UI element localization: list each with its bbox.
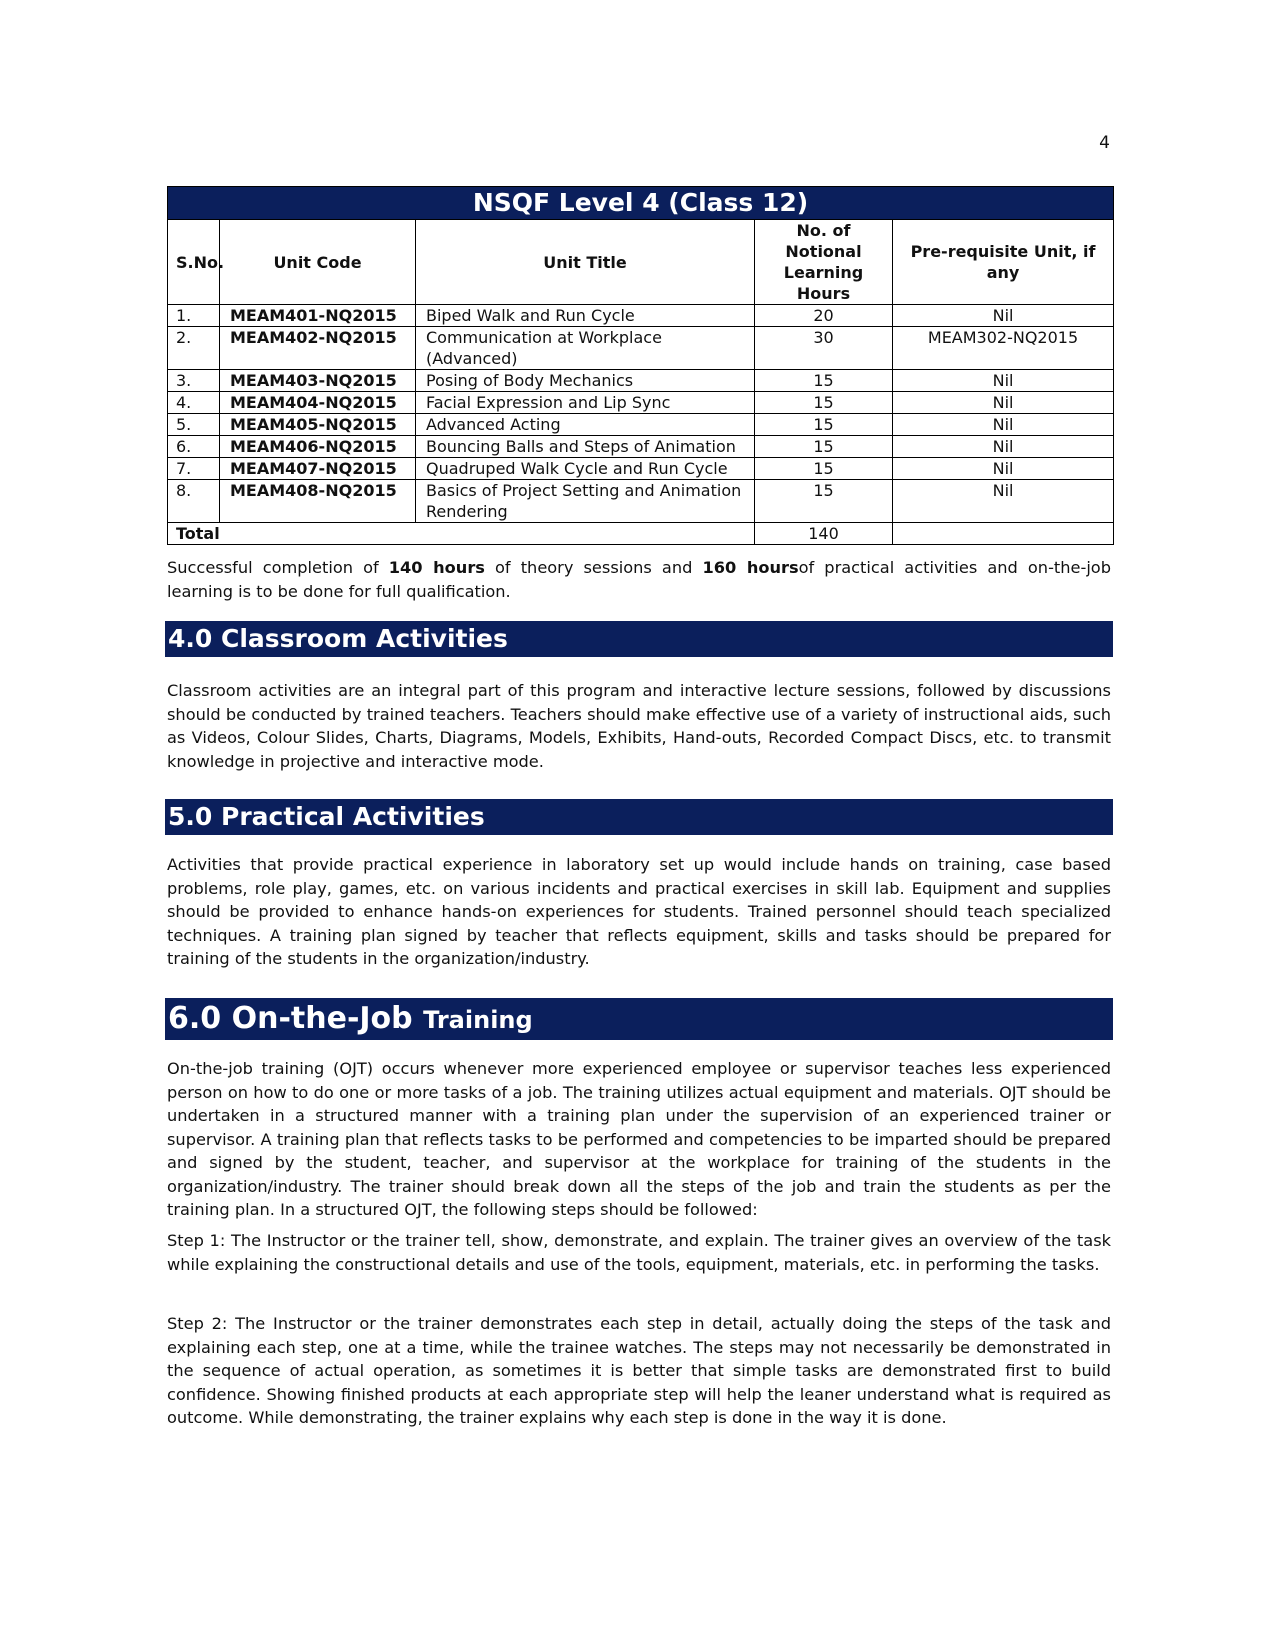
table-row (168, 458, 1114, 480)
row-prerequisite: Nil (893, 414, 1114, 436)
row-prerequisite: Nil (893, 458, 1114, 480)
row-hours: 15 (755, 436, 893, 458)
total-prereq (893, 523, 1114, 545)
row-prerequisite: Nil (893, 370, 1114, 392)
row-unit-code: MEAM404-NQ2015 (220, 392, 416, 414)
step-2-paragraph: Step 2: The Instructor or the trainer demonstrates each step in detail, actually doing the steps of the task and explaining each step, one at a time, while the trainee watches. The steps may not necessarily be demonstrated in the sequence of actual operation, as sometimes it is better that simple tasks are demonstrated first to build confidence. Showing finished products at each appropriate step will help the leaner understand what is required as outcome. While demonstrating, the trainer explains why each step is done in the way it is done. (167, 1314, 1111, 1427)
section-6-body: On-the-job training (OJT) occurs whenever more experienced employee or supervisor teaches less experienced person on how to do one or more tasks of a job. The training utilizes actual equipment and materials. OJT should be undertaken in a structured manner with a training plan under the supervision of an experienced trainer or supervisor. A training plan that reflects tasks to be performed and competencies to be imparted should be prepared and signed by the student, teacher, and supervisor at the workplace for training of the students in the organization/industry. The trainer should break down all the steps of the job and train the students as per the training plan. In a structured OJT, the following steps should be followed: (167, 1059, 1111, 1219)
header-sno: S.No. (168, 220, 220, 305)
section-4-heading: 4.0 Classroom Activities (165, 621, 1113, 657)
page-number: 4 (1099, 133, 1110, 153)
completion-text-2: of theory sessions and (484, 558, 703, 577)
row-hours: 15 (755, 458, 893, 480)
row-hours: 15 (755, 370, 893, 392)
table-row (168, 305, 1114, 327)
table-row (168, 414, 1114, 436)
row-sno: 1. (168, 305, 220, 327)
table-title-row (168, 187, 1114, 220)
row-unit-code: MEAM401-NQ2015 (220, 305, 416, 327)
total-hours: 140 (755, 523, 893, 545)
row-unit-code: MEAM408-NQ2015 (220, 480, 416, 523)
row-unit-code: MEAM405-NQ2015 (220, 414, 416, 436)
section-6-heading-small: Training (423, 1006, 533, 1034)
row-prerequisite: Nil (893, 436, 1114, 458)
row-prerequisite: Nil (893, 480, 1114, 523)
row-unit-code: MEAM407-NQ2015 (220, 458, 416, 480)
table-header-row (168, 220, 1114, 305)
row-unit-title: Facial Expression and Lip Sync (416, 392, 755, 414)
row-unit-title: Advanced Acting (416, 414, 755, 436)
row-unit-code: MEAM402-NQ2015 (220, 327, 416, 370)
section-5-heading: 5.0 Practical Activities (165, 799, 1113, 835)
row-unit-title: Bouncing Balls and Steps of Animation (416, 436, 755, 458)
header-prerequisite: Pre-requisite Unit, if any (893, 220, 1114, 305)
row-sno: 8. (168, 480, 220, 523)
table-total-row (168, 523, 1114, 545)
row-hours: 15 (755, 392, 893, 414)
row-unit-title: Communication at Workplace (Advanced) (416, 327, 755, 370)
completion-paragraph (167, 556, 1111, 603)
completion-text-1: Successful completion of (167, 558, 389, 577)
row-unit-title: Basics of Project Setting and Animation Rendering (416, 480, 755, 523)
units-table (167, 186, 1114, 545)
table-title: NSQF Level 4 (Class 12) (168, 187, 1114, 220)
section-5-body: Activities that provide practical experience in laboratory set up would include hands on training, case based problems, role play, games, etc. on various incidents and practical exercises in skill lab. Equipment and supplies should be provided to enhance hands-on experiences for students. Trained personnel should teach specialized techniques. A training plan signed by teacher that reflects equipment, skills and tasks should be prepared for training of the students in the organization/industry. (167, 855, 1111, 968)
row-sno: 7. (168, 458, 220, 480)
table-row (168, 392, 1114, 414)
row-unit-title: Posing of Body Mechanics (416, 370, 755, 392)
row-prerequisite: Nil (893, 305, 1114, 327)
row-prerequisite: MEAM302-NQ2015 (893, 327, 1114, 370)
row-hours: 30 (755, 327, 893, 370)
row-hours: 15 (755, 480, 893, 523)
row-sno: 4. (168, 392, 220, 414)
row-unit-title: Biped Walk and Run Cycle (416, 305, 755, 327)
row-unit-title: Quadruped Walk Cycle and Run Cycle (416, 458, 755, 480)
header-unit-title: Unit Title (416, 220, 755, 305)
row-hours: 15 (755, 414, 893, 436)
header-hours: No. of Notional Learning Hours (755, 220, 893, 305)
row-sno: 6. (168, 436, 220, 458)
row-unit-code: MEAM406-NQ2015 (220, 436, 416, 458)
table-row (168, 370, 1114, 392)
row-prerequisite: Nil (893, 392, 1114, 414)
completion-text-3: of practical activities and on-the-job learning is to be done for full qualification. (167, 558, 1111, 601)
table-row (168, 327, 1114, 370)
row-sno: 3. (168, 370, 220, 392)
row-sno: 5. (168, 414, 220, 436)
row-unit-code: MEAM403-NQ2015 (220, 370, 416, 392)
total-label: Total (168, 523, 755, 545)
table-row (168, 480, 1114, 523)
section-4-body: Classroom activities are an integral part of this program and interactive lecture sessions, followed by discussions should be conducted by trained teachers. Teachers should make effective use of a variety of instructional aids, such as Videos, Colour Slides, Charts, Diagrams, Models, Exhibits, Hand-outs, Recorded Compact Discs, etc. to transmit knowledge in projective and interactive mode. (167, 681, 1111, 771)
row-hours: 20 (755, 305, 893, 327)
step-1-paragraph: Step 1: The Instructor or the trainer tell, show, demonstrate, and explain. The trainer gives an overview of the task while explaining the constructional details and use of the tools, equipment, materials, etc. in performing the tasks. (167, 1231, 1111, 1274)
section-6-heading-main: 6.0 On-the-Job (168, 1001, 413, 1036)
row-sno: 2. (168, 327, 220, 370)
completion-practical-hours: 160 hours (702, 558, 799, 577)
completion-theory-hours: 140 hours (388, 558, 485, 577)
table-row (168, 436, 1114, 458)
section-6-heading (165, 998, 1113, 1040)
header-unit-code: Unit Code (220, 220, 416, 305)
